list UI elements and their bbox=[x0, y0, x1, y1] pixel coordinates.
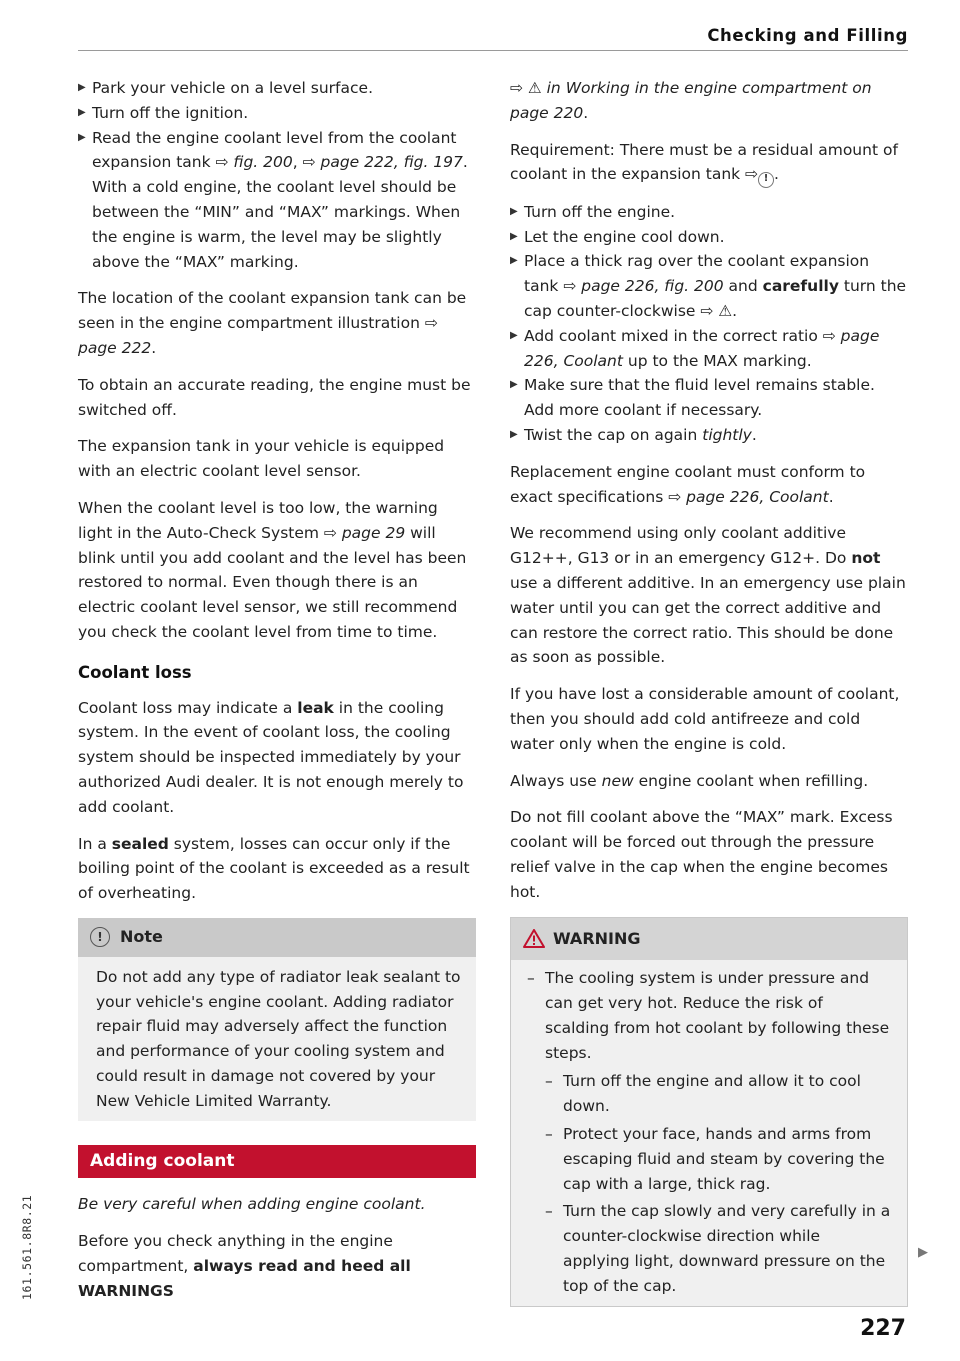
bullet-triangle-icon: ▶ bbox=[510, 255, 518, 267]
paragraph: Replacement engine coolant must conform to exact specifications ⇨ page 226, Coolant. bbox=[510, 462, 866, 506]
bullet-triangle-icon: ▶ bbox=[510, 428, 518, 440]
xref-link[interactable]: ⇨ page 222, fig. 197 bbox=[302, 153, 463, 172]
warning-body bbox=[511, 960, 907, 1305]
intro-text: Be very careful when adding engine coolant. bbox=[78, 1195, 426, 1214]
paragraph: The expansion tank in your vehicle is equipped with an electric coolant level sensor. bbox=[78, 437, 445, 481]
xref-link[interactable]: ⇨ ⚠ bbox=[700, 301, 733, 320]
paragraph: Requirement: There must be a residual amount of coolant in the expansion tank ⇨ ! . bbox=[510, 138, 908, 188]
warning-item: – The cooling system is under pressure and can get very hot. Reduce the risk of scalding from hot coolant by following these steps. – Turn off the engine and allow it to cool down. – Protect your face, hands and arms from escaping fluid and steam by covering the cap with a large, thick rag. – Turn the cap slowly and very carefully in a counter-clockwise direction while applying light, downward pressure on the top of the cap. bbox=[527, 966, 891, 1298]
warning-title: WARNING bbox=[553, 928, 641, 948]
xref-link[interactable]: ⇨ ⚠ in Working in the engine compartment on page 220 bbox=[510, 79, 872, 122]
list-item: ▶ Make sure that the fluid level remains stable. Add more coolant if necessary. bbox=[510, 373, 908, 423]
bullet-triangle-icon: ▶ bbox=[78, 131, 86, 143]
list-item: ▶ Twist the cap on again tightly. bbox=[510, 423, 908, 448]
list-item: ▶ Read the engine coolant level from the coolant expansion tank ⇨ fig. 200, ⇨ page 222, fig. 197. With a cold engine, the coolant level should be between the “MIN” and “MAX” markings. When the engine is warm, the level may be slightly above the “MAX” marking. bbox=[78, 126, 476, 275]
xref-link[interactable]: ⇨ page 222 bbox=[78, 314, 438, 357]
warning-header bbox=[511, 918, 907, 961]
paragraph: Before you check anything in the engine compartment, always read and heed all WARNINGS bbox=[78, 1232, 411, 1300]
xref-link[interactable]: ⇨ fig. 200 bbox=[215, 153, 293, 172]
list-item: ▶ Let the engine cool down. bbox=[510, 225, 908, 250]
warning-box bbox=[510, 917, 908, 1307]
xref-link[interactable]: ⇨ page 29 bbox=[323, 523, 406, 542]
bullet-triangle-icon: ▶ bbox=[510, 379, 518, 391]
warning-triangle-icon bbox=[523, 929, 545, 948]
paragraph: Do not fill coolant above the “MAX” mark. Excess coolant will be forced out through the pressure relief valve in the cap when the engine becomes hot. bbox=[510, 808, 893, 901]
paragraph: ⇨ ⚠ in Working in the engine compartment on page 220. bbox=[510, 79, 872, 122]
paragraph: To obtain an accurate reading, the engine must be switched off. bbox=[78, 375, 471, 419]
left-column bbox=[78, 76, 476, 1315]
paragraph: In a sealed system, losses can occur only if the boiling point of the coolant is exceeded as a result of overheating. bbox=[78, 834, 470, 903]
bullet-triangle-icon: ▶ bbox=[510, 329, 518, 341]
right-column bbox=[510, 76, 908, 1307]
check-steps-list bbox=[78, 76, 476, 274]
warning-subitem: – Turn off the engine and allow it to cool down. bbox=[545, 1072, 861, 1116]
section-heading: Coolant loss bbox=[78, 662, 192, 682]
warning-subitem: – Turn the cap slowly and very carefully in a counter-clockwise direction while applying light, downward pressure on the top of the cap. bbox=[545, 1202, 891, 1295]
list-item: ▶ Park your vehicle on a level surface. bbox=[78, 76, 476, 101]
adding-steps-list bbox=[510, 200, 908, 448]
bullet-triangle-icon: ▶ bbox=[510, 230, 518, 242]
header-rule bbox=[78, 50, 908, 51]
bullet-triangle-icon: ▶ bbox=[510, 205, 518, 217]
list-item: ▶ Turn off the engine. bbox=[510, 200, 908, 225]
paragraph: If you have lost a considerable amount of coolant, then you should add cold antifreeze and cold water only when the engine is cold. bbox=[510, 685, 900, 753]
exclamation-circle-icon[interactable]: ! bbox=[758, 172, 774, 188]
list-item: ▶ Place a thick rag over the coolant expansion tank ⇨ page 226, fig. 200 and carefully turn the cap counter-clockwise ⇨ ⚠. bbox=[510, 249, 908, 323]
paragraph: We recommend using only coolant additive G12++, G13 or in an emergency G12+. Do not use a different additive. In an emergency use plain water until you can get the correct additive and can restore the correct ratio. This should be done as soon as possible. bbox=[510, 524, 906, 667]
paragraph: The location of the coolant expansion tank can be seen in the engine compartment illustration ⇨ page 222. bbox=[78, 289, 467, 357]
paragraph: Always use new engine coolant when refilling. bbox=[510, 771, 869, 790]
xref-link[interactable]: ⇨ page 226, Coolant bbox=[668, 487, 829, 506]
continue-arrow-icon: ▶ bbox=[918, 1245, 928, 1260]
note-title: Note bbox=[120, 926, 163, 946]
bullet-triangle-icon: ▶ bbox=[78, 106, 86, 118]
warning-subitem: – Protect your face, hands and arms from escaping fluid and steam by covering the cap with a large, thick rag. bbox=[545, 1125, 885, 1193]
document-code: 161.561.8R8.21 bbox=[20, 1194, 34, 1300]
page-number: 227 bbox=[860, 1316, 906, 1341]
note-box bbox=[78, 918, 476, 1122]
note-header bbox=[78, 918, 476, 957]
xref-link[interactable]: ⇨ page 226, Coolant bbox=[524, 326, 880, 370]
bullet-triangle-icon: ▶ bbox=[78, 82, 86, 93]
xref-link[interactable]: ⇨ page 226, fig. 200 bbox=[563, 277, 724, 296]
paragraph: Coolant loss may indicate a leak in the cooling system. In the event of coolant loss, the cooling system should be inspected immediately by your authorized Audi dealer. It is not enough merely to add coolant. bbox=[78, 698, 464, 816]
adding-coolant-heading: Adding coolant bbox=[78, 1145, 476, 1178]
list-item: ▶ Add coolant mixed in the correct ratio ⇨ page 226, Coolant up to the MAX marking. bbox=[510, 324, 908, 374]
paragraph: When the coolant level is too low, the warning light in the Auto-Check System ⇨ page 29 will blink until you add coolant and the level has been restored to normal. Even though there is an electric coolant level sensor, we still recommend you check the coolant level from time to time. bbox=[78, 498, 467, 641]
section-header: Checking and Filling bbox=[707, 26, 908, 45]
list-item: ▶ Turn off the ignition. bbox=[78, 101, 476, 126]
note-body: Do not add any type of radiator leak sealant to your vehicle's engine coolant. Adding radiator repair fluid may adversely affect the function and performance of your cooling system and could result in damage not covered by your New Vehicle Limited Warranty. bbox=[96, 967, 461, 1110]
exclamation-circle-icon: ! bbox=[90, 927, 110, 947]
